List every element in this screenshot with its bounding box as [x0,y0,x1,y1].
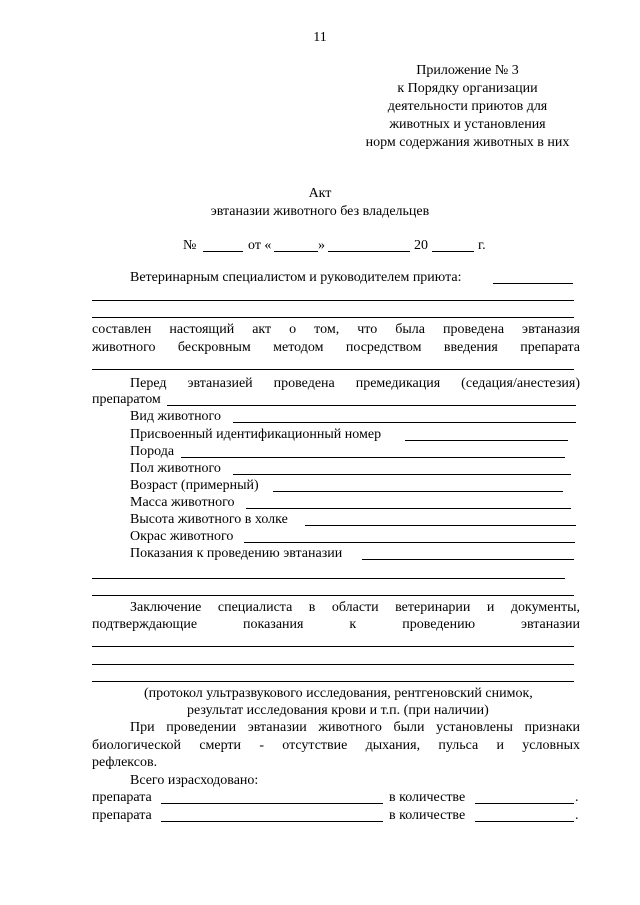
composed-line-1: составлен настоящий акт о том, что была проведена эвтаназия [92,322,580,337]
year-prefix: 20 [414,238,428,253]
color-label: Окрас животного [130,529,234,544]
page-number: 11 [313,30,327,45]
close-quote: » [318,238,325,253]
composed-line-2: животного бескровным методом посредством введения препарата [92,340,580,355]
blank-line[interactable] [92,595,574,596]
premed-line-1: Перед эвтаназией проведена премедикация (седация/анестезия) [130,376,580,391]
height-label: Высота животного в холке [130,512,288,527]
row-end: . [575,790,579,805]
year-suffix: г. [478,238,486,253]
blank-line[interactable] [92,664,574,665]
conclusion-line-2: подтверждающие показания к проведению эвтаназии [92,617,580,632]
breed-label: Порода [130,444,175,459]
age-field[interactable] [273,491,563,492]
intro-field[interactable] [493,283,573,284]
species-label: Вид животного [130,409,221,424]
row-end: . [575,808,579,823]
death-line-3: рефлексов. [92,755,158,770]
intro-text: Ветеринарным специалистом и руководителем приюта: [130,270,462,285]
breed-field[interactable] [181,457,565,458]
indications-field[interactable] [362,559,574,560]
blank-line[interactable] [92,578,565,579]
blank-line[interactable] [92,646,574,647]
sex-label: Пол животного [130,461,221,476]
drug-name-field[interactable] [161,803,383,804]
sex-field[interactable] [233,474,571,475]
note-line-1: (протокол ультразвукового исследования, рентгеновский снимок, [144,686,533,701]
month-field[interactable] [328,251,410,252]
blank-line[interactable] [92,369,574,370]
conclusion-line-1: Заключение специалиста в области ветеринарии и документы, [130,600,580,615]
note-line-2: результат исследования крови и т.п. (при наличии) [187,703,489,718]
quantity-field[interactable] [475,821,574,822]
quantity-field[interactable] [475,803,574,804]
color-field[interactable] [244,542,575,543]
year-field[interactable] [432,251,474,252]
quantity-label: в количестве [389,808,466,823]
premed-field[interactable] [167,405,576,406]
weight-label: Масса животного [130,495,235,510]
weight-field[interactable] [246,508,571,509]
death-line-1: При проведении эвтаназии животного были установлены признаки [130,720,580,735]
drug-label: препарата [92,790,152,805]
blank-line[interactable] [92,681,574,682]
height-field[interactable] [305,525,576,526]
appendix-line-4: животных и установления [389,117,546,132]
document-subtitle: эвтаназии животного без владельцев [210,204,430,219]
appendix-line-3: деятельности приютов для [387,99,548,114]
total-label: Всего израсходовано: [130,773,259,788]
age-label: Возраст (примерный) [130,478,259,493]
document-title: Акт [308,186,332,201]
premed-line-2: препаратом [92,392,161,407]
drug-name-field[interactable] [161,821,383,822]
id-number-label: Присвоенный идентификационный номер [130,427,382,442]
day-field[interactable] [274,251,318,252]
number-field[interactable] [203,251,243,252]
quantity-label: в количестве [389,790,466,805]
appendix-line-2: к Порядку организации [397,81,538,96]
death-line-2: биологической смерти - отсутствие дыхания, пульса и условных [92,738,580,753]
indications-label: Показания к проведению эвтаназии [130,546,343,561]
appendix-line-5: норм содержания животных в них [365,135,570,150]
blank-line[interactable] [92,317,574,318]
number-sign: № [183,238,197,253]
id-number-field[interactable] [405,440,568,441]
blank-line[interactable] [92,300,574,301]
drug-label: препарата [92,808,152,823]
date-from-label: от « [248,238,272,253]
appendix-line-1: Приложение № 3 [416,63,519,78]
species-field[interactable] [233,422,576,423]
